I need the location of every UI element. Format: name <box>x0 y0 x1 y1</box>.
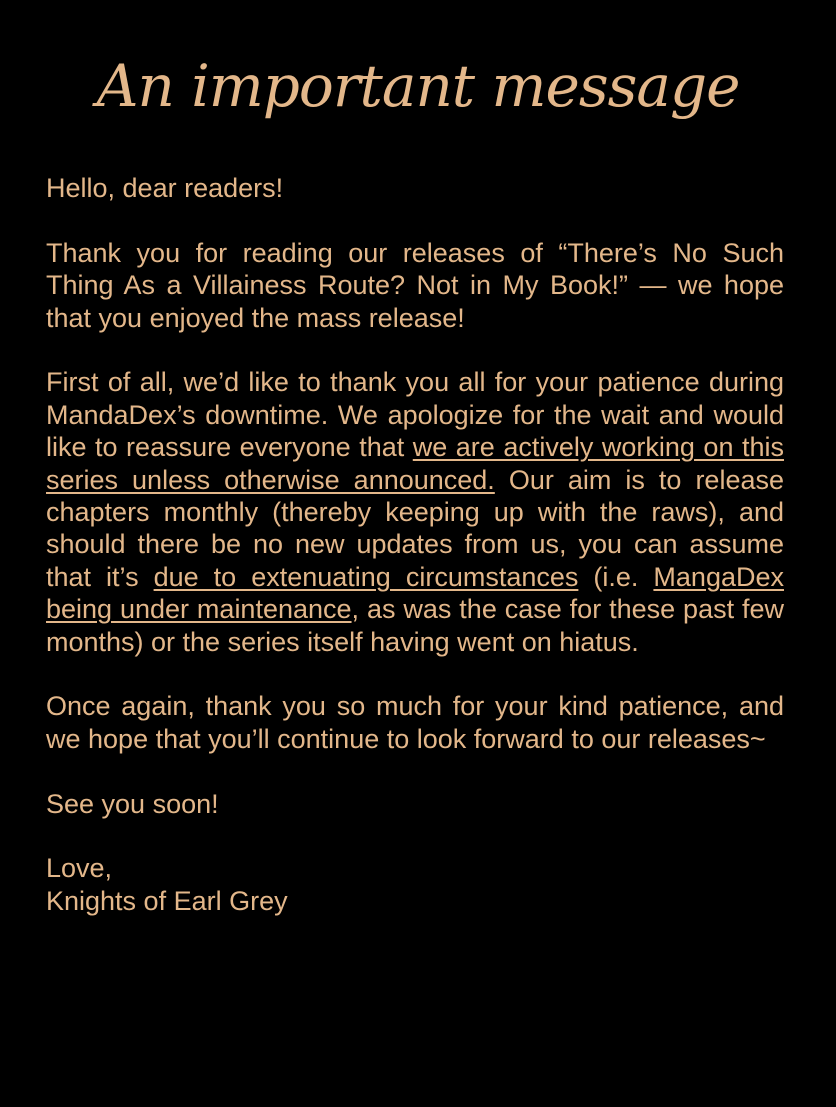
paragraph-once-again: Once again, thank you so much for your kind patience, and we hope that you’ll continue to look forward to our releases~ <box>46 691 784 754</box>
message-body <box>46 172 784 950</box>
paragraph-downtime-text-2: Our aim is to release chapters monthly (thereby keeping up with the raws), and should there be no new updates from us, you can assume that it’s <box>46 464 784 592</box>
page-title: An important message <box>96 52 740 120</box>
signature-block <box>46 852 784 917</box>
greeting: Hello, dear readers! <box>46 173 284 203</box>
paragraph-downtime <box>46 366 784 658</box>
paragraph-downtime-text-1: First of all, we’d like to thank you all for your patience during MandaDex’s downtime. We apologize for the wait and would like to reassure everyone that <box>46 367 784 463</box>
underlined-circumstances: due to extenuating circumstances <box>153 561 579 592</box>
paragraph-downtime-text-3: (i.e. <box>578 561 654 592</box>
paragraph-thanks: Thank you for reading our releases of “There’s No Such Thing As a Villainess Route? Not in My Book!” — we hope that you enjoyed the mass release! <box>46 237 784 333</box>
signoff: Love, <box>46 853 113 884</box>
underlined-maintenance: MangaDex being under maintenance <box>46 561 784 625</box>
paragraph-downtime-text-4: , as was the case for these past few months) or the series itself having went on hiatus. <box>46 594 785 657</box>
underlined-active-notice: we are actively working on this series unless otherwise announced. <box>46 432 784 495</box>
signature: Knights of Earl Grey <box>46 885 288 916</box>
paragraph-see-you: See you soon! <box>46 788 219 819</box>
